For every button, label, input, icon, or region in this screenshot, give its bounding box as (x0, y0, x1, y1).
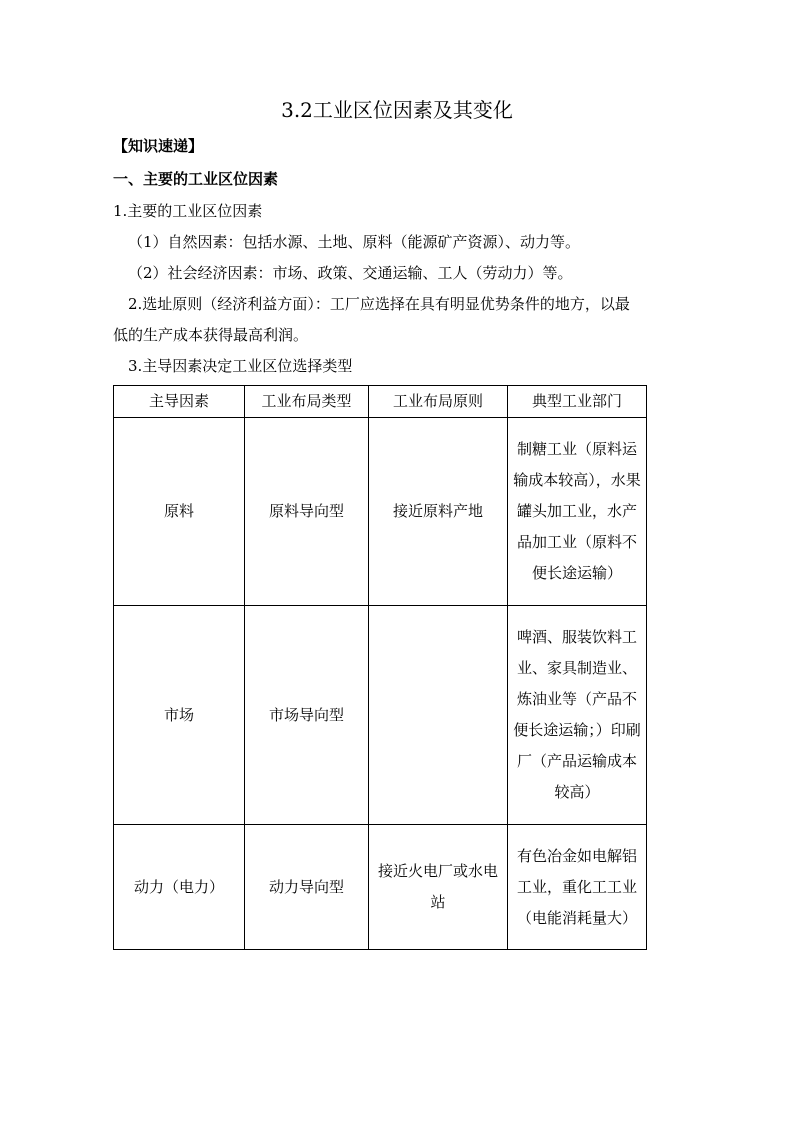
type-cell: 动力导向型 (245, 825, 369, 950)
factor-cell: 动力（电力） (114, 825, 245, 950)
header-cell: 主导因素 (114, 386, 245, 418)
location-type-table (113, 385, 647, 950)
item-1: 1.主要的工业区位因素 (113, 202, 263, 220)
table-header-row (114, 386, 647, 418)
item-2-line1: 2.选址原则（经济利益方面）：工厂应选择在具有明显优势条件的地方，以最 (128, 295, 630, 313)
examples-cell: 制糖工业（原料运输成本较高），水果罐头加工业，水产品加工业（原料不便长途运输） (508, 418, 647, 606)
header-cell: 工业布局类型 (245, 386, 369, 418)
table-row (114, 606, 647, 825)
heading-main-factors: 一、主要的工业区位因素 (113, 170, 279, 188)
type-cell: 市场导向型 (245, 606, 369, 825)
examples-cell: 有色冶金如电解铝工业，重化工工业（电能消耗量大） (508, 825, 647, 950)
principle-cell: 接近原料产地 (369, 418, 508, 606)
factor-cell: 市场 (114, 606, 245, 825)
page-title: 3.2工业区位因素及其变化 (281, 98, 513, 122)
factor-cell: 原料 (114, 418, 245, 606)
table-row (114, 418, 647, 606)
item-1-natural: （1）自然因素：包括水源、土地、原料（能源矿产资源）、动力等。 (128, 233, 581, 251)
table-row (114, 825, 647, 950)
principle-cell (369, 606, 508, 825)
item-1-social: （2）社会经济因素：市场、政策、交通运输、工人（劳动力）等。 (128, 264, 573, 282)
principle-cell: 接近火电厂或水电站 (369, 825, 508, 950)
examples-cell: 啤酒、服装饮料工业、家具制造业、炼油业等（产品不便长途运输；）印刷厂（产品运输成本较高） (508, 606, 647, 825)
item-3: 3.主导因素决定工业区位选择类型 (128, 357, 353, 375)
type-cell: 原料导向型 (245, 418, 369, 606)
section-label: 【知识速递】 (113, 137, 204, 155)
header-cell: 典型工业部门 (508, 386, 647, 418)
header-cell: 工业布局原则 (369, 386, 508, 418)
item-2-line2: 低的生产成本获得最高利润。 (113, 326, 309, 344)
